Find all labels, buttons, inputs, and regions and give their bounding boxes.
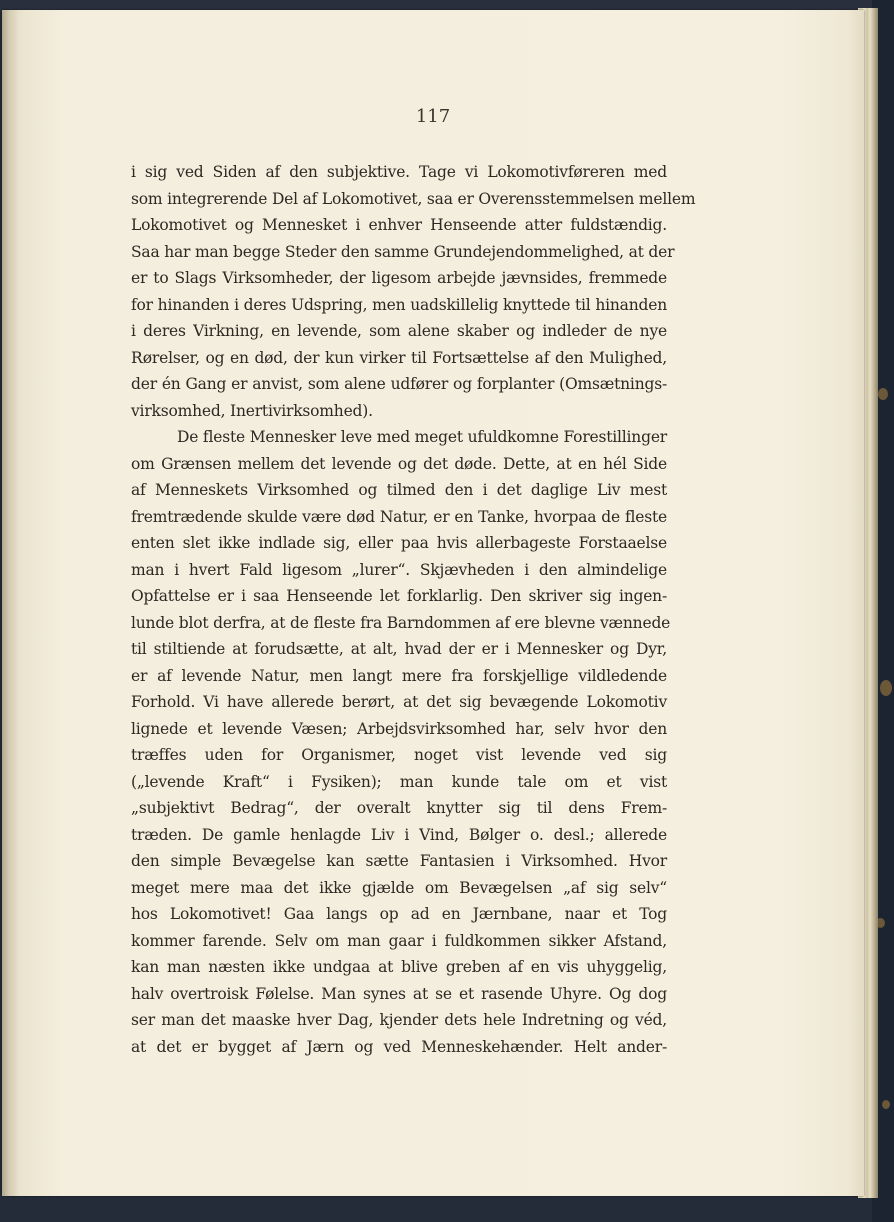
text-line: i sig ved Siden af den subjektive. Tage vi Lokomotivføreren med bbox=[131, 163, 667, 181]
text-line: om Grænsen mellem det levende og det døde. Dette, at en hél Side bbox=[131, 454, 667, 473]
text-line: ser man det maaske hver Dag, kjender dets hele Indretning og véd, bbox=[131, 1011, 667, 1029]
text-line: Lokomotivet og Mennesket i enhver Henseende atter fuldstændig. bbox=[131, 216, 667, 234]
text-line: „subjektivt Bedrag“, der overalt knytter sig til dens Frem- bbox=[131, 799, 667, 817]
text-line: fremtrædende skulde være død Natur, er en Tanke, hvorpaa de fleste bbox=[131, 507, 667, 526]
text-line: lunde blot derfra, at de fleste fra Barndommen af ere blevne vænnede bbox=[131, 613, 671, 632]
text-line: af Menneskets Virksomhed og tilmed den i det daglige Liv mest bbox=[131, 481, 667, 499]
text-line: er af levende Natur, men langt mere fra forskjellige vildledende bbox=[131, 666, 667, 685]
text-line: den simple Bevægelse kan sætte Fantasien i Virksomhed. Hvor bbox=[131, 852, 667, 870]
page-number: 117 bbox=[415, 106, 451, 127]
text-line: Saa har man begge Steder den samme Grundejendommelighed, at der bbox=[131, 242, 675, 261]
text-line: træffes uden for Organismer, noget vist levende ved sig bbox=[131, 746, 667, 764]
text-line: Opfattelse er i saa Henseende let forklarlig. Den skriver sig ingen- bbox=[131, 587, 667, 605]
text-line: til stiltiende at forudsætte, at alt, hvad der er i Mennesker og Dyr, bbox=[131, 640, 667, 658]
cover-speckle bbox=[882, 1100, 890, 1109]
text-line: i deres Virkning, en levende, som alene skaber og indleder de nye bbox=[131, 322, 667, 340]
text-line: meget mere maa det ikke gjælde om Bevægelsen „af sig selv“ bbox=[131, 878, 667, 897]
text-line: Forhold. Vi have allerede berørt, at det sig bevægende Lokomotiv bbox=[131, 693, 667, 711]
cover-speckle bbox=[878, 388, 888, 400]
text-line: for hinanden i deres Udspring, men uadskillelig knyttede til hinanden bbox=[131, 295, 667, 314]
cover-speckle bbox=[880, 680, 892, 696]
text-line: at det er bygget af Jærn og ved Menneskehænder. Helt ander- bbox=[131, 1037, 667, 1056]
body-text bbox=[131, 159, 696, 1060]
text-line: kommer farende. Selv om man gaar i fuldkommen sikker Afstand, bbox=[131, 931, 667, 950]
text-line: kan man næsten ikke undgaa at blive greben af en vis uhyggelig, bbox=[131, 958, 667, 976]
text-line: der én Gang er anvist, som alene udfører og forplanter (Omsætnings- bbox=[131, 375, 667, 393]
page-gutter-shadow bbox=[2, 10, 18, 1196]
text-line: enten slet ikke indlade sig, eller paa hvis allerbageste Forstaaelse bbox=[131, 534, 667, 552]
text-line: halv overtroisk Følelse. Man synes at se et rasende Uhyre. Og dog bbox=[131, 984, 667, 1003]
text-line: („levende Kraft“ i Fysiken); man kunde tale om et vist bbox=[131, 772, 667, 791]
text-line: hos Lokomotivet! Gaa langs op ad en Jærnbane, naar et Tog bbox=[131, 905, 667, 923]
text-line: er to Slags Virksomheder, der ligesom arbejde jævnsides, fremmede bbox=[131, 269, 667, 287]
text-line: Rørelser, og en død, der kun virker til Fortsættelse af den Mulighed, bbox=[131, 348, 667, 367]
book-page bbox=[2, 10, 864, 1196]
text-line: lignede et levende Væsen; Arbejdsvirksomhed har, selv hvor den bbox=[131, 719, 667, 738]
text-line: som integrerende Del af Lokomotivet, saa er Overensstemmelsen mellem bbox=[131, 189, 696, 208]
book-cover-bottom bbox=[0, 1192, 894, 1222]
text-line: virksomhed, Inertivirksomhed). bbox=[131, 401, 373, 420]
text-line: man i hvert Fald ligesom „lurer“. Skjævheden i den almindelige bbox=[131, 560, 667, 579]
text-line: træden. De gamle henlagde Liv i Vind, Bølger o. desl.; allerede bbox=[131, 825, 667, 844]
paragraph-start-line: De fleste Mennesker leve med meget ufuldkomne Forestillinger bbox=[177, 428, 667, 446]
